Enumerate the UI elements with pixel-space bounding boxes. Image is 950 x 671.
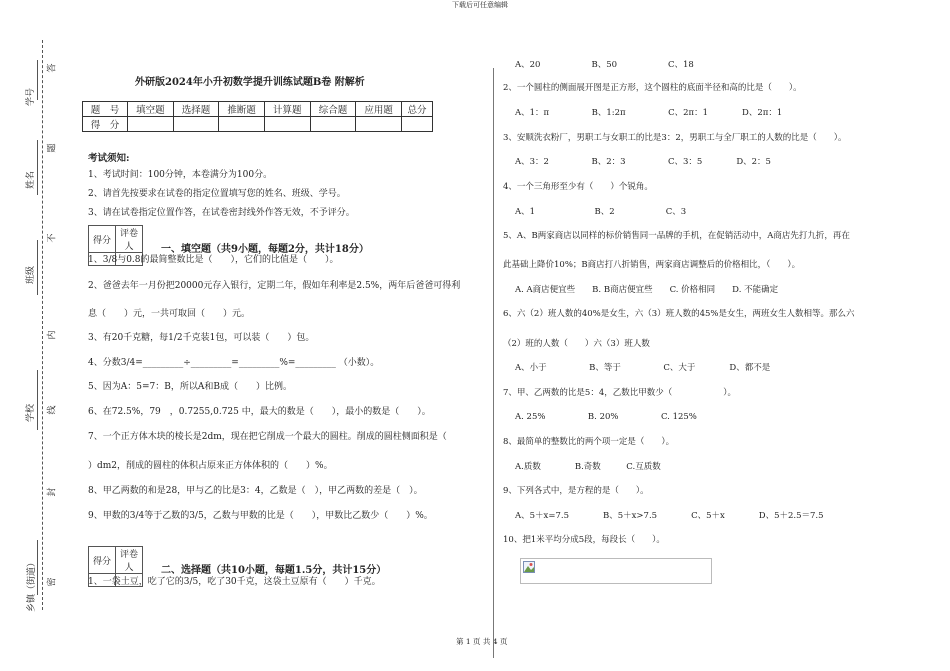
seal-mark: 题 bbox=[47, 143, 58, 153]
school-label: 学校 bbox=[26, 403, 37, 423]
score-header-cell: 选择题 bbox=[173, 102, 219, 117]
question-line: 1、3/8与0.8的最简整数比是（ ），它们的比值是（ ）。 bbox=[88, 255, 339, 265]
exam-title: 外研版2024年小升初数学提升训练试题B卷 附解析 bbox=[135, 77, 365, 88]
notice-item: 3、请在试卷指定位置作答，在试卷密封线外作答无效，不予评分。 bbox=[88, 208, 355, 218]
class-label: 班级 bbox=[26, 265, 37, 285]
notice-item: 1、考试时间：100分钟，本卷满分为100分。 bbox=[88, 170, 273, 180]
question-line: 此基础上降价10%；B商店打八折销售，两家商店调整后的价格相比，（ ）。 bbox=[503, 260, 801, 270]
question-line: 1、一袋土豆，吃了它的3/5，吃了30千克，这袋土豆原有（ ）千克。 bbox=[88, 577, 381, 587]
score-cell[interactable] bbox=[401, 117, 432, 132]
section2-title: 二、选择题（共10小题，每题1.5分，共计15分） bbox=[161, 565, 387, 576]
top-note: 下载后可任意编辑 bbox=[452, 1, 508, 9]
township-label: 乡镇（街道） bbox=[27, 557, 38, 613]
score-table bbox=[82, 101, 433, 132]
grader-score-label: 得分 bbox=[89, 547, 116, 574]
score-cell[interactable] bbox=[128, 117, 174, 132]
option-line: A、3：2 B、2：3 C、3：5 D、2：5 bbox=[515, 157, 771, 167]
score-header-cell: 题 号 bbox=[83, 102, 128, 117]
score-header-cell: 综合题 bbox=[310, 102, 356, 117]
image-placeholder bbox=[520, 558, 712, 584]
score-header-cell: 推断题 bbox=[219, 102, 265, 117]
grader-reviewer-label: 评卷人 bbox=[116, 226, 143, 253]
question-line: 8、最简单的整数比的两个项一定是（ ）。 bbox=[503, 437, 675, 447]
seal-mark: 密 bbox=[47, 577, 58, 587]
score-header-cell: 计算题 bbox=[264, 102, 310, 117]
option-line: A、20 B、50 C、18 bbox=[515, 60, 694, 70]
question-line: 2、爸爸去年一月份把20000元存入银行，定期二年，假如年利率是2.5%，两年后爸爸可得利 bbox=[88, 281, 461, 291]
option-line: A. A商店便宜些 B. B商店便宜些 C. 价格相同 D. 不能确定 bbox=[515, 285, 779, 295]
question-line: 7、一个正方体木块的棱长是2dm，现在把它削成一个最大的圆柱。削成的圆柱侧面积是（ bbox=[88, 432, 447, 442]
score-header-cell: 总分 bbox=[401, 102, 432, 117]
question-line: 9、下列各式中，是方程的是（ ）。 bbox=[503, 486, 649, 496]
question-line: 6、在72.5%，79 ，0.7255,0.725 中，最大的数是（ ），最小的数是（ ）。 bbox=[88, 407, 431, 417]
broken-image-icon bbox=[523, 561, 535, 573]
question-line: 5、A、B两家商店以同样的标价销售同一品牌的手机，在促销活动中，A商店先打九折，再在 bbox=[503, 231, 850, 241]
question-line: 4、分数3/4=_________÷_________=_________%=_________ （小数）。 bbox=[88, 358, 380, 368]
question-line: 3、安顺洗衣粉厂，男职工与女职工的比是3：2，男职工与全厂职工的人数的比是（ ）。 bbox=[503, 133, 847, 143]
question-line: 3、有20千克糖，每1/2千克装1包，可以装（ ）包。 bbox=[88, 333, 315, 343]
notice-item: 2、请首先按要求在试卷的指定位置填写您的姓名、班级、学号。 bbox=[88, 189, 346, 199]
question-line: ）dm2，削成的圆柱的体积占原来正方体体积的（ ）%。 bbox=[88, 461, 333, 471]
option-line: A. 25% B. 20% C. 125% bbox=[515, 412, 697, 422]
question-line: 4、一个三角形至少有（ ）个锐角。 bbox=[503, 182, 653, 192]
score-row-label: 得 分 bbox=[83, 117, 128, 132]
question-line: 息（ ）元，一共可取回（ ）元。 bbox=[88, 309, 251, 319]
question-line: 2、一个圆柱的侧面展开图是正方形，这个圆柱的底面半径和高的比是（ ）。 bbox=[503, 83, 802, 93]
seal-mark: 内 bbox=[47, 330, 58, 340]
question-line: 7、甲、乙两数的比是5：4，乙数比甲数少（ ）。 bbox=[503, 388, 736, 398]
question-line: （2）班的人数（ ）六（3）班人数 bbox=[503, 339, 650, 349]
notice-title: 考试须知: bbox=[88, 153, 130, 164]
option-line: A、1：π B、1:2π C、2π：1 D、2π：1 bbox=[515, 108, 783, 118]
question-line: 10、把1米平均分成5段，每段长（ ）。 bbox=[503, 535, 665, 545]
option-line: A、5＋x=7.5 B、5＋x>7.5 C、5＋x D、5＋2.5＝7.5 bbox=[515, 511, 824, 521]
section1-title: 一、填空题（共9小题，每题2分，共计18分） bbox=[161, 244, 369, 255]
seal-mark: 不 bbox=[47, 233, 58, 243]
question-line: 5、因为A：5=7：B，所以A和B成（ ）比例。 bbox=[88, 382, 292, 392]
option-line: A.质数 B.奇数 C.互质数 bbox=[515, 462, 661, 472]
name-label: 姓名 bbox=[26, 170, 37, 190]
score-cell[interactable] bbox=[219, 117, 265, 132]
question-line: 8、甲乙两数的和是28，甲与乙的比是3：4，乙数是（ ），甲乙两数的差是（ ）。 bbox=[88, 486, 423, 496]
grader-reviewer-label: 评卷人 bbox=[116, 547, 143, 574]
score-cell[interactable] bbox=[356, 117, 402, 132]
option-line: A、小于 B、等于 C、大于 D、都不是 bbox=[515, 363, 771, 373]
page-footer: 第 1 页 共 4 页 bbox=[456, 637, 508, 646]
seal-mark: 线 bbox=[47, 405, 58, 415]
score-header-cell: 填空题 bbox=[128, 102, 174, 117]
grader-score-label: 得分 bbox=[89, 226, 116, 253]
option-line: A、1 B、2 C、3 bbox=[515, 207, 687, 217]
question-line: 9、甲数的3/4等于乙数的3/5，乙数与甲数的比是（ ），甲数比乙数少（ ）%。 bbox=[88, 511, 433, 521]
seal-mark: 封 bbox=[47, 487, 58, 497]
student-id-label: 学号 bbox=[26, 87, 37, 107]
seal-mark: 答 bbox=[47, 63, 58, 73]
seal-line bbox=[42, 40, 43, 610]
score-cell[interactable] bbox=[264, 117, 310, 132]
score-cell[interactable] bbox=[310, 117, 356, 132]
score-header-cell: 应用题 bbox=[356, 102, 402, 117]
question-line: 6、六（2）班人数的40%是女生，六（3）班人数的45%是女生，两班女生人数相等。那么六 bbox=[503, 309, 855, 319]
score-cell[interactable] bbox=[173, 117, 219, 132]
column-divider bbox=[493, 68, 494, 658]
